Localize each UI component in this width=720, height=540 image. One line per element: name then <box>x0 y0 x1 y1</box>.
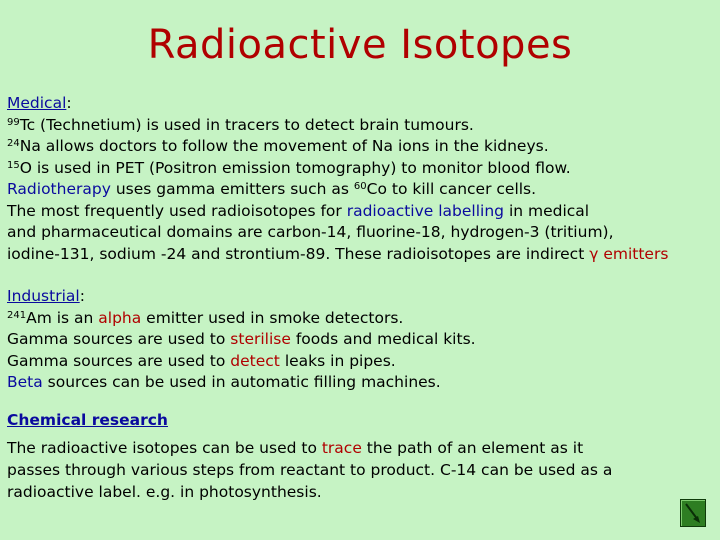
industrial-line-2: Gamma sources are used to sterilise foods and medical kits. <box>7 330 476 348</box>
industrial-heading: Industrial <box>7 287 80 305</box>
industrial-line-3: Gamma sources are used to detect leaks in pipes. <box>7 351 396 370</box>
medical-line-1: $^{99}$Tc (Technetium) is used in tracers to detect brain tumours. <box>7 115 474 134</box>
return-button[interactable] <box>680 499 706 527</box>
medical-line-6: and pharmaceutical domains are carbon-14, fluorine-18, hydrogen-3 (tritium), <box>7 223 614 241</box>
chemical-section <box>7 437 612 503</box>
medical-heading: Medical <box>7 94 67 112</box>
medical-heading-line: Medical: <box>7 94 72 112</box>
chemical-line-3: radioactive label. e.g. in photosynthesis. <box>7 483 322 501</box>
medical-line-7: iodine-131, sodium -24 and strontium-89. These radioisotopes are indirect γ emitters <box>7 244 669 263</box>
chemical-line-1: The radioactive isotopes can be used to trace the path of an element as it <box>7 439 584 457</box>
return-arrow-icon <box>681 500 705 526</box>
industrial-heading-line: Industrial: <box>7 287 85 305</box>
medical-line-4: Radiotherapy uses gamma emitters such as $^{60}$Co to kill cancer cells. <box>7 180 537 198</box>
medical-section <box>7 93 668 265</box>
industrial-line-1: $^{241}$Am is an alpha emitter used in smoke detectors. <box>7 308 404 327</box>
medical-line-5: The most frequently used radioisotopes for radioactive labelling in medical <box>7 201 590 220</box>
chemical-line-2: passes through various steps from reactant to product. C-14 can be used as a <box>7 461 613 479</box>
medical-line-2: $^{24}$Na allows doctors to follow the movement of Na ions in the kidneys. <box>7 137 549 155</box>
industrial-line-4: Beta sources can be used in automatic filling machines. <box>7 373 441 391</box>
slide-title: Radioactive Isotopes <box>147 22 573 68</box>
industrial-section <box>7 286 476 394</box>
chemical-heading: Chemical research <box>7 411 168 429</box>
chemical-heading-line <box>7 410 168 432</box>
medical-line-3: $^{15}$O is used in PET (Positron emission tomography) to monitor blood flow. <box>7 158 571 177</box>
